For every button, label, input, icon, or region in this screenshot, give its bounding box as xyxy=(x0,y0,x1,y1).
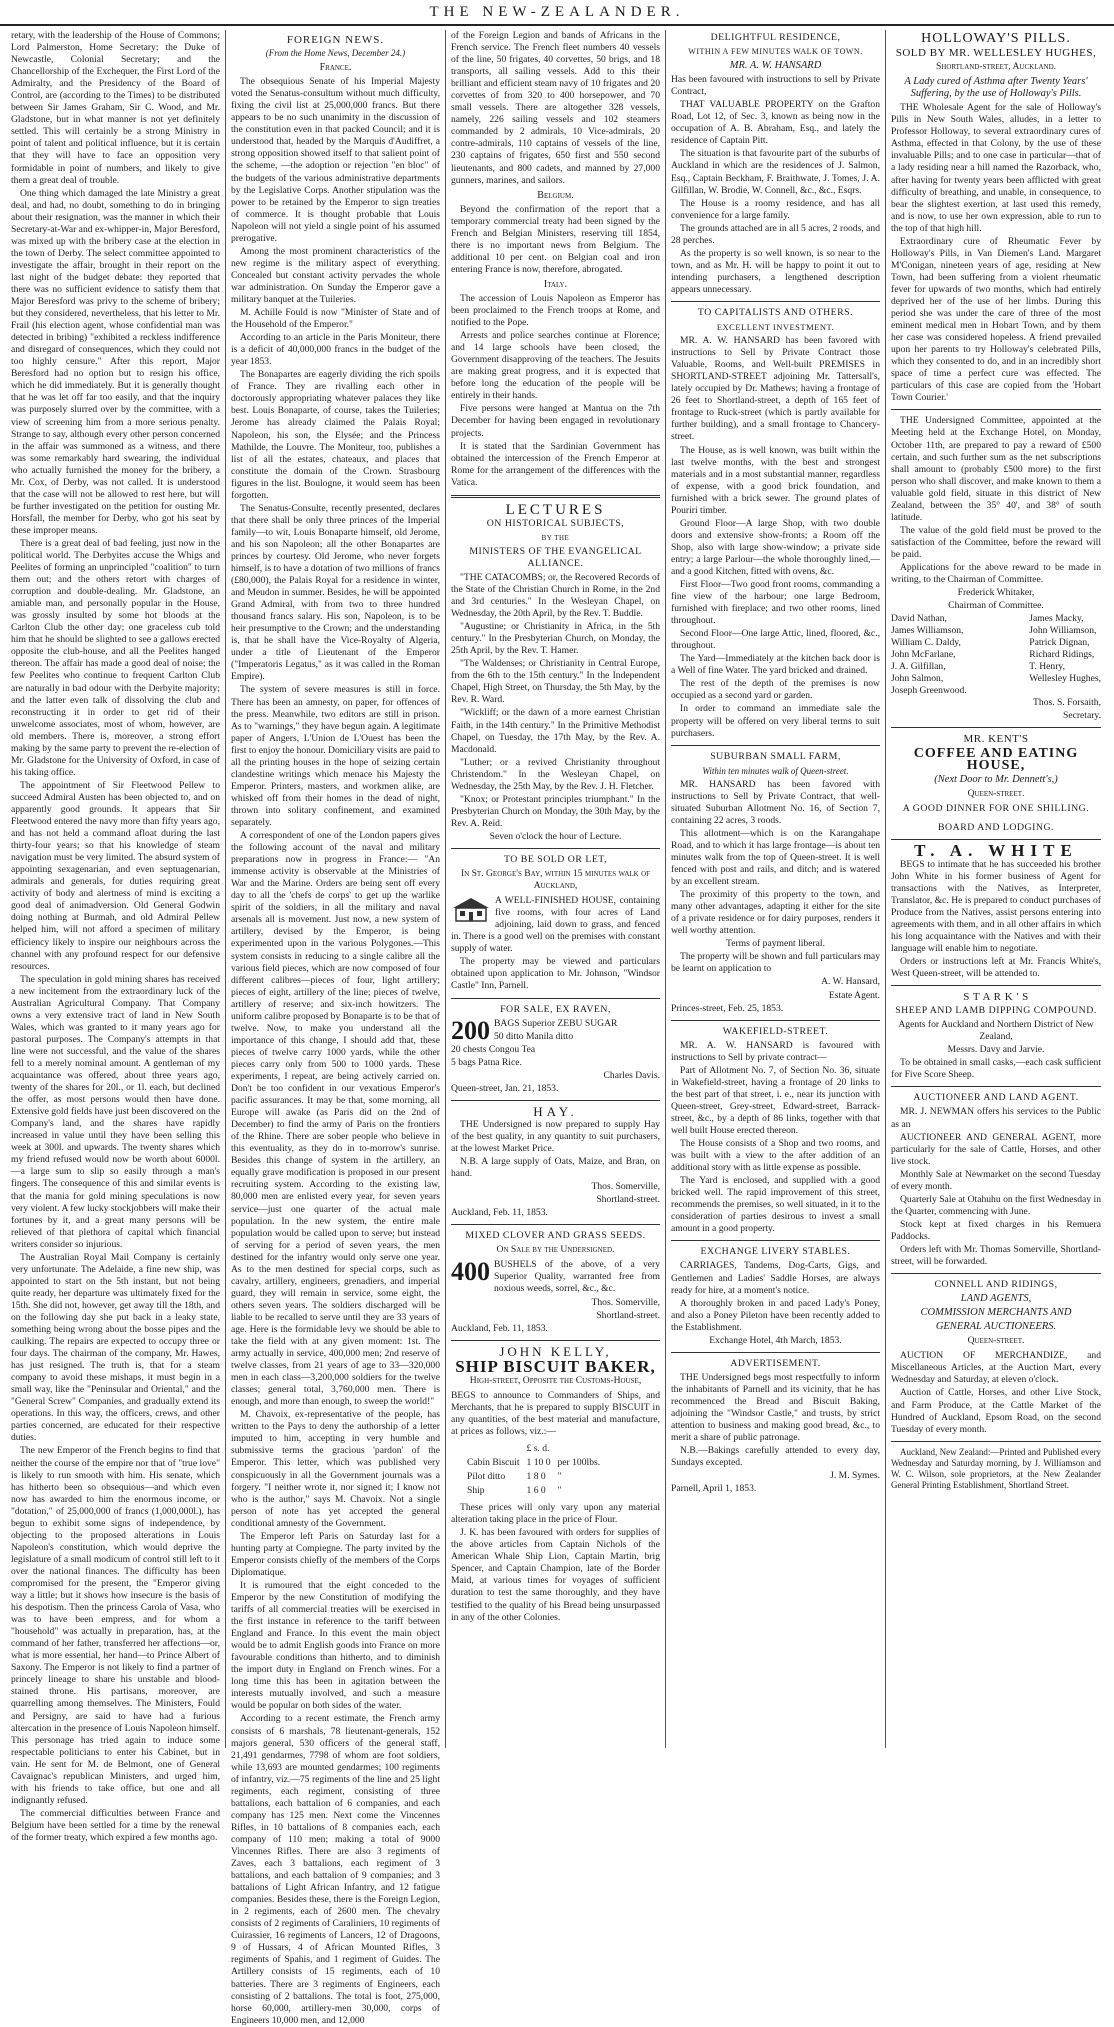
newman-body: Monthly Sale at Newmarket on the second Tuesday of every month. xyxy=(891,1168,1101,1192)
farm-title: SUBURBAN SMALL FARM, xyxy=(710,750,841,762)
committee-member: Joseph Greenwood. xyxy=(891,685,967,697)
masthead: THE NEW-ZEALANDER. xyxy=(0,0,1114,26)
article-paragraph: Beyond the confirmation of the report that a temporary commercial treaty had been signed by the French and Belgian Ministers, reserving till 1854, there is no important news from Belgium. The additional 10 per cent. on Belgian coal and iron entering France is now, therefore, abrogated. xyxy=(451,203,660,275)
raven-title: FOR SALE, EX RAVEN, xyxy=(500,1003,611,1015)
kelly-address: High-street, Opposite the Customs-House, xyxy=(469,1374,642,1386)
lectures-title: LECTURES xyxy=(505,501,606,518)
kent-sub: (Next Door to Mr. Dennett's,) xyxy=(934,774,1058,786)
newman-body: MR. J. NEWMAN offers his services to the Public as an xyxy=(891,1106,1101,1130)
column-5 xyxy=(886,30,1106,1748)
divider xyxy=(451,998,660,999)
farm-advert xyxy=(671,751,880,1015)
article-paragraph: Among the most prominent characteristics of the new regime is the military aspect of everything. Concealed but constant activity pervades the whole war administration. On Sunday the Emperor gave a military banquet at the Tuileries. xyxy=(231,245,440,305)
divider xyxy=(891,839,1101,840)
residence-title: DELIGHTFUL RESIDENCE, xyxy=(710,32,841,43)
article-paragraph: The system of severe measures is still in force. There has been an amnesty, on paper, for offences of the press. Meanwhile, two editors are still in prison. As to "warnings," they have begun again. A legitimate paper of Angers, L'Union de L'Ouest has been the first to enjoy the honour. Domiciliary visits are paid to all the printing houses in the hope of seizing certain clandestine writings which menace his Majesty the Emperor. Printers, masters, and workmen alike, are whisked off from their homes in the dead of night, thrown into solitary confinement, and examined separately. xyxy=(231,684,440,828)
reward-secretary: Thos. S. Forsaith, xyxy=(1033,697,1101,709)
newman-body: Stock kept at fixed charges in his Remuera Paddocks. xyxy=(891,1218,1101,1242)
clover-advert xyxy=(451,1230,660,1334)
reward-chairman-title: Chairman of Committee. xyxy=(948,600,1044,612)
column-4 xyxy=(666,30,886,1748)
stark-body: Agents for Auckland and Northern District of New Zealand, xyxy=(898,1019,1094,1043)
clover-title: MIXED CLOVER AND GRASS SEEDS. xyxy=(465,1230,646,1242)
divider xyxy=(671,1352,880,1353)
kent-title: MR. KENT'S xyxy=(963,733,1029,746)
connell-advert xyxy=(891,1279,1101,1436)
capitalists-body: In order to command an immediate sale the property will be offered on very liberal terms to suit purchasers. xyxy=(671,703,880,739)
kelly-body: J. K. has been favoured with orders for supplies of the above articles from Captain Nichols of the American Whale Ship Lion, Captain Martin, brig Spencer, and Captain Champion, late of the Border Maid, at various times for voyages of sufficient duration to test the same thoroughly, and they have testified to the quality of his Bread being unsurpassed in any of the other Colonies. xyxy=(451,1527,660,1623)
lecture-item: "Luther; or a revived Christianity throughout Christendom." In the Wesleyan Chapel, on Wednesday, the 25th May, by the Rev. J. H. Fletcher. xyxy=(451,756,660,792)
holloway-tagline: A Lady cured of Asthma after Twenty Years' Suffering, by the use of Holloway's Pills. xyxy=(904,76,1088,100)
divider xyxy=(891,1086,1101,1087)
white-title: T. A. WHITE xyxy=(914,840,1078,860)
livery-body: CARRIAGES, Tandems, Dog-Carts, Gigs, and Gentlemen and Ladies' Saddle Horses, are always ready for hire, at a moment's notice. xyxy=(671,1260,880,1296)
reward-secretary-title: Secretary. xyxy=(1063,710,1101,722)
reward-body: THE Undersigned Committee, appointed at the Meeting held at the Exchange Hotel, on Monday, October 11th, are prepared to pay a reward of £500 certain, and such further sum as the net subscriptions shall amount to (probably £500 more) to the first person who shall discover, and make known to them a valuable gold field, situate in this district of New Zealand, between the 35° 40', and 38° of south latitude. xyxy=(891,415,1101,523)
article-paragraph: It is stated that the Sardinian Government has obtained the intercession of the French Emperor at Rome for the arrangement of the differences with the Vatica. xyxy=(451,440,660,488)
connell-body: AUCTION OF MERCHANDIZE, and Miscellaneous Articles, at the Auction Mart, every Wednesday and Saturday, at eleven o'clock. xyxy=(891,1350,1101,1386)
lectures-closing: Seven o'clock the hour of Lecture. xyxy=(489,830,622,842)
lecture-item: "Augustine; or Christianity in Africa, in the 5th century." In the Presbyterian Church, on Monday, the 25th April, by the Rev. T. Hamer. xyxy=(451,621,660,657)
committee-member: Wellesley Hughes, xyxy=(1029,673,1101,685)
holloway-body: THE Wholesale Agent for the sale of Holloway's Pills in New South Wales, alludes, in a letter to Professor Holloway, to several extraordinary cures of Asthma, effected in that Colony, by the use of these invaluable Pills; and to one case in particular—that of a lady residing near a hill named the Razorback, who, after having for twenty years been afflicted with great difficulty of breathing, and unable, in consequence, to bear the slightest exertion, at last used this remedy, and is now, to use her own expression, able to run to the top of that high hill. xyxy=(891,102,1101,234)
article-paragraph: The commercial difficulties between France and Belgium have been settled for a time by the renewal of the former treaty, which expired a few months ago. xyxy=(11,1807,220,1843)
farm-body: MR. HANSARD has been favored with instructions to Sell by Private Contract, that well-situated Suburban Allotment No. 16, of Section 7, containing 22 acres, 3 roods. xyxy=(671,778,880,826)
capitalists-advert xyxy=(671,307,880,740)
divider xyxy=(891,1441,1101,1442)
hay-nb: N.B. A large supply of Oats, Maize, and Bran, on hand. xyxy=(451,1156,660,1180)
committee-member: John McFarlane, xyxy=(891,649,956,661)
house-sale-location: In St. George's Bay, within 15 minutes walk of Auckland, xyxy=(460,868,651,892)
newman-body: Quarterly Sale at Otahuhu on the first Wednesday in the Quarter, commencing with June. xyxy=(891,1193,1101,1217)
hay-signer: Thos. Somerville, xyxy=(591,1181,660,1193)
raven-line: 20 chests Congou Tea xyxy=(451,1043,536,1055)
wakefield-body: The Yard is enclosed, and supplied with a good bricked well. The rapid improvement of this street, recommends the premises, so well situated, in it to the consideration of parties desirous to invest a small amount in a good property. xyxy=(671,1175,880,1235)
column-2 xyxy=(226,30,446,2026)
article-paragraph: There is a great deal of bad feeling, just now in the political world. The Derbyites accuse the Whigs and Peelites of forming an unprincipled "coalition" to turn them out; and the others retort with charges of corruption and double-dealing. Mr. Gladstone, an amiable man, and personally popular in the House, was grossly insulted by some hot bloods at the Carlton Club the other day; one graceless cub told him that he should be slighted to see a gallows erected opposite the club-house, and all the Peelites hanged thereon. The affair has made a good deal of noise; the few Peelites who continue to frequent Carlton Club are naturally in bad odour with the Derbyite majority; and the latter even talk of dissolving the club and reconstructing it in order to get rid of their unwelcome associates, most of whom, however, are old members. There is, moreover, a strong effort making by the same party to prevent the re-election of Mr. Gladstone for the University of Oxford, in case of his taking office. xyxy=(11,537,220,778)
raven-quantity: 200 xyxy=(451,1015,490,1045)
article-paragraph: The obsequious Senate of his Imperial Majesty voted the Senatus-consultum without much difficulty, fixing the civil list at 25,000,000 francs. But there appears to be no such unanimity in the discussion of the constitution even in that packed Council; and it is understood that, headed by the Marquis d'Audiffret, a strong opposition showed itself to that salient point of the scheme, —the adoption or rejection "en bloc" of the budgets of the various administrative departments by the Legislative Corps. Another stipulation was the power to be retained by the Emperor to sign treaties of commerce. It is thought probable that Louis Napoleon will not yield a single point of his assumed prerogative. xyxy=(231,76,440,244)
article-paragraph: According to a recent estimate, the French army consists of 6 marshals, 78 lieutenant-generals, 152 majors general, 530 officers of the general staff, 21,491 gendarmes, 7798 of whom are foot soldiers, while 13,693 are mounted gendarmes; 100 regiments of infantry, viz.—75 regiments of the line and 25 light regiments, each regiment, consisting of three battalions, each battalion of 6 companies, and each company has 125 men. Next come the Vincennes Rifles, in 10 battalions of 8 companies each, each company of 110 men; making a total of 9000 Vincennes Rifles. There are also 3 regiments of Zaves, each 3 battalions, each regiment of 3 battalions, and each battalion of 9 companies; and 3 battalions of Light African Infantry, and 12 fatigue companies. Besides these, there is the Foreign Legion, in 2 regiments, each of 2600 men. The chevalry consists of 2 regiments of Caraliniers, 10 regiments of Cuirassier, 16 regiments of Lancers, 12 of Dragoons, 9 of Hussars, 4 of African Mounted Rifles, 3 regiments of Spahis, and 1 regiment of Guides. The Artillery consists of 15 regiments, each of 10 batteries. There are 3 regiments of Engineers, each consisting of 2 battalions. The total is foot, 275,000, horse 60,000, artillery-men 30,000, corps of Engineers 10,000 men, and 12,000 xyxy=(231,1713,440,2026)
capitalists-body: Ground Floor—A large Shop, with two double doors and extensive show-fronts; a Room off the Shop, also with large show-window; a private side entry; a large Parlour—the whole thoroughly lined,—and a good Kitchen, fitted with ovens, &c. xyxy=(671,517,880,577)
bakery-date: Parnell, April 1, 1853. xyxy=(671,1483,757,1495)
newman-title: AUCTIONEER AND LAND AGENT. xyxy=(913,1092,1079,1104)
reward-advert xyxy=(891,415,1101,722)
farm-signer: A. W. Hansard, xyxy=(821,976,880,988)
article-paragraph: Arrests and police searches continue at Florence; and 14 large schools have been closed, the Government disapproving of the teachers. The Jesuits are making great progress, and it is expected that before long the education of the people will be entirely in their hands. xyxy=(451,330,660,402)
table-row: Ship 1 6 0 " xyxy=(467,1485,562,1497)
raven-line: BAGS Superior ZEBU SUGAR xyxy=(494,1017,618,1029)
residence-body: The House is a roomy residence, and has all convenience for a large family. xyxy=(671,197,880,221)
capitalists-body: The House, as is well known, was built within the last twelve months, with the best and strongest materials and in a most substantial manner, regardless of expense, with a good brick foundation, and furnished with a brick sewer. The ground plates of Pouriri timber. xyxy=(671,444,880,516)
column-3 xyxy=(446,30,666,1748)
belgium-heading: Belgium. xyxy=(537,189,574,201)
wakefield-body: MR. A. W. HANSARD is favoured with instructions to Sell by private contract— xyxy=(671,1039,880,1063)
residence-auctioneer: MR. A. W. HANSARD xyxy=(729,60,822,72)
connell-title: CONNELL AND RIDINGS, xyxy=(934,1279,1058,1291)
divider xyxy=(451,1340,660,1341)
capitalists-body: Second Floor—One large Attic, lined, floored, &c., throughout. xyxy=(671,628,880,652)
farm-sub: Within ten minutes walk of Queen-street. xyxy=(702,765,849,776)
kelly-trade: SHIP BISCUIT BAKER, xyxy=(455,1356,656,1376)
committee-member: David Nathan, xyxy=(891,613,947,625)
divider xyxy=(451,1100,660,1101)
lecture-item: "The Waldenses; or Christianity in Central Europe, from the 6th to the 15th century." In the Independent Chapel, High Street, on Thursday, the 5th May, by the Rev. R. Ward. xyxy=(451,658,660,706)
farm-body: Terms of payment liberal. xyxy=(726,938,825,950)
connell-body: Auction of Cattle, Horses, and other Live Stock, and Farm Produce, at the Cattle Market of the Hundred of Auckland, Epsom Road, on the second Tuesday of every month. xyxy=(891,1387,1101,1435)
kent-line-2: BOARD AND LODGING. xyxy=(938,821,1054,833)
livery-date: Exchange Hotel, 4th March, 1853. xyxy=(709,1334,842,1346)
table-row: Cabin Biscuit 1 10 0 per 100lbs. xyxy=(467,1457,601,1469)
lecture-item: "Wickliff; or the dawn of a more earnest Christian Faith, in the 14th century." In the Primitive Methodist Chapel, on Tuesday, the 17th May, by the Rev. A. Macdonald. xyxy=(451,707,660,755)
raven-signer: Charles Davis. xyxy=(603,1069,660,1081)
article-paragraph: The appointment of Sir Fleetwood Pellew to succeed Admiral Austen has been objected to, and on apparently good grounds. It appears that Sir Fleetwood entered the navy more than fifty years ago, and has not held a command afloat during the last thirty-four years; so that his knowledge of steam navigation must be very limited. The absurd system of appointing sexagenarian, and even septuagenarian, admirals and generals, for duties requiring great activity of body and alertness of mind is exciting a good deal of animadversion. Old General Godwin doing nothing at Burmah, and old Admiral Pellew helped him, will not afford a specimen of military efficiency likely to inspire our neighbours across the channel with any profound respect for our defensive resources. xyxy=(11,779,220,972)
capitalists-body: MR. A. W. HANSARD has been favored with instructions to Sell by Private Contract those Valuable, Rooms, and Well-built PREMISES in SHORTLAND-STREET adjoining Mr. Tattersall's, lately occupied by Dr. Mathews; having a frontage of 26 feet to Shortland-street, a depth of 165 feet of frontage to Ruck-street (which is partly available for further building), and a small frontage to Chancery-street. xyxy=(671,335,880,443)
capitalists-body: The rest of the depth of the premises is now occupied as a second yard or garden. xyxy=(671,678,880,702)
hay-advert xyxy=(451,1103,660,1219)
newman-advert xyxy=(891,1092,1101,1268)
committee-member: James Williamson, xyxy=(891,625,964,637)
bakery-body: THE Undersigned begs most respectfully to inform the inhabitants of Parnell and its vicinity, that he has recommenced the Bread and Biscuit Baking, adjoining the "Windsor Castle," and trusts, by strict attention to business and making good bread, &c., to merit a share of public patronage. xyxy=(671,1371,880,1444)
table-row: £ s. d. xyxy=(526,1442,550,1454)
white-advert xyxy=(891,840,1101,981)
house-sale-advert xyxy=(451,854,660,993)
lectures-subtitle: ON HISTORICAL SUBJECTS, xyxy=(486,517,625,529)
farm-body: The proximity of this property to the town, and many other advantages, adapting it either for the site of a private residence or for dairy purposes, renders it well worthy attention. xyxy=(671,889,880,937)
article-paragraph: M. Achille Fould is now "Minister of State and of the Household of the Emperor." xyxy=(231,307,440,331)
article-paragraph: It is rumoured that the eight conceded to the Emperor by the new Constitution of modifying the tariffs of all commercial treaties will be exercised in the first instance in reference to the tariff between England and France. In this event the main object would be to admit English goods into France on more favourable conditions than hitherto, and to diminish the import duty in England on French wines. For a long time this has been in agitation between the interests mutually involved, and such a measure would be popular on both sides of the water. xyxy=(231,1579,440,1712)
house-sale-body: The property may be viewed and particulars obtained upon application to Mr. Johnson, "Windsor Castle" Inn, Parnell. xyxy=(451,956,660,992)
livery-title: EXCHANGE LIVERY STABLES. xyxy=(700,1246,851,1258)
divider xyxy=(451,1224,660,1225)
kent-title-2: COFFEE AND EATING HOUSE, xyxy=(913,746,1079,774)
kent-advert xyxy=(891,733,1101,833)
foreign-news-source: (From the Home News, December 24.) xyxy=(265,48,406,59)
hay-date: Auckland, Feb. 11, 1853. xyxy=(451,1207,548,1219)
clover-signer: Thos. Somerville, xyxy=(591,1296,660,1308)
lectures-by: BY THE xyxy=(541,533,570,542)
connell-sub-2: COMMISSION MERCHANTS AND xyxy=(920,1307,1072,1319)
article-paragraph: According to an article in the Paris Moniteur, there is a deficit of 40,000,000 francs in the budget of the year 1853. xyxy=(231,332,440,368)
bakery-signer: J. M. Symes. xyxy=(830,1470,880,1482)
capitalists-body: The Yard—Immediately at the kitchen back door is a Well of fine Water. The yard bricked and drained. xyxy=(671,653,880,677)
biscuit-price-table xyxy=(465,1441,607,1499)
bakery-title: ADVERTISEMENT. xyxy=(730,1357,821,1369)
wakefield-title: WAKEFIELD-STREET. xyxy=(722,1025,829,1037)
residence-advert xyxy=(671,32,880,296)
divider xyxy=(451,495,660,498)
committee-member: Patrick Dignan, xyxy=(1029,637,1090,649)
white-body: Orders or instructions left at Mr. Francis White's, West Queen-street, will be attended to. xyxy=(891,956,1101,980)
article-paragraph: The Bonapartes are eagerly dividing the rich spoils of France. They are rivalling each other in doctorously appropriating whatever palaces they like best. Louis Bonaparte, of course, takes the Tuileries; Jerome has already claimed the Palais Royal; Napoleon, his son, the Elysée; and the Princess Mathilde, the Louvre. The Moniteur, too, publishes a list of all the estates, chateaux, and places that constitute the domain of the Crown. Strasbourg figures in the list. Boulogne, it would seem has been forgotten. xyxy=(231,369,440,501)
printer-imprint: Auckland, New Zealand:—Printed and Published every Wednesday and Saturday morning, by J. Williamson and W. C. Wilson, sole proprietors, at the New Zealander General Printing Establishment, Shortland Street. xyxy=(891,1446,1101,1490)
connell-sub-3: GENERAL AUCTIONEERS. xyxy=(935,1321,1057,1333)
capitalists-title: TO CAPITALISTS AND OTHERS. xyxy=(697,306,854,318)
raven-line: 50 ditto Manila ditto xyxy=(494,1030,574,1042)
clover-quantity: 400 xyxy=(451,1257,490,1287)
stark-agents: Messrs. Davy and Jarvie. xyxy=(947,1044,1045,1056)
committee-member: John Williamson, xyxy=(1029,625,1097,637)
committee-names-left xyxy=(891,613,967,697)
committee-member: John Salmon, xyxy=(891,673,944,685)
clover-body: BUSHELS of the above, of a very Superior Quality, warranted free from noxious weeds, sorrel, &c., &c. xyxy=(494,1259,660,1295)
residence-body: The grounds attached are in all 5 acres, 2 roods, and 28 perches. xyxy=(671,222,880,246)
farm-date: Princes-street, Feb. 25, 1853. xyxy=(671,1002,784,1014)
article-paragraph: The accession of Louis Napoleon as Emperor has been proclaimed to the French troops at Rome, and notified to the Pope. xyxy=(451,292,660,329)
article-paragraph: The new Emperor of the French begins to find that neither the course of the empire nor that of "true love" is likely to run smooth with him. His senate, which has hitherto been so obsequious—and which even now has awarded to him the enormous income, or "dotation," of 25,000,000 of francs (1,000,000l.), has begun to exhibit some signs of independence, by objecting to the proposed alterations in Louis Napoleon's constitution, which would deprive the legislature of a small modicum of control still left to it over the national finances. The difficulty has been compromised for the present, the "Emperor giving way a little; but it shows how insecure is the basis of his despotism. Then the princess Carola of Vasa, who was to have been empress, and for whom a "household" was actually in preparation, has, at the command of her father, transferred her affections—or, what is more essential, her hand—to Prince Albert of Saxony. The Emperor is not likely to find a partner of princely lineage to share his unstable and blood-stained throne. His partisans, moreover, are quarrelling among themselves. The Ministers, Fould and Persigny, are said to have had a furious altercation in the presence of Louis Napoleon himself. This personage has tried again to induce some respectable politicians to enter his Cabinet, but in vain. He sent for M. de Belmont, one of General Cavaignac's republican Ministers, and urged him, with his friends to take office, but one and all indignantly refused. xyxy=(11,1445,220,1806)
bakery-advert xyxy=(671,1358,880,1496)
holloway-title: HOLLOWAY'S PILLS. xyxy=(921,31,1071,46)
committee-member: J. A. Gilfillan, xyxy=(891,661,946,673)
hay-title: HAY. xyxy=(533,1103,578,1119)
farm-signer-title: Estate Agent. xyxy=(828,989,880,1001)
livery-body: A thoroughly broken in and paced Lady's Poney, and also a Poney Pileton have been recently added to the Establishment. xyxy=(671,1297,880,1333)
kelly-body: BEGS to announce to Commanders of Ships, and Merchants, that he is prepared to supply BISCUIT in any quantities, of the best material and manufacture, at prices as follows, viz.:— xyxy=(451,1389,660,1437)
holloway-advert xyxy=(891,33,1101,404)
article-paragraph: The Australian Royal Mail Company is certainly very unfortunate. The Adelaide, a fine new ship, was appointed to start on the 5th instant, but not being quite ready, her departure was ultimately fixed for the 15th. She did not, however, get away till the 18th, and on the following day she put back in a leaky state, something being wrong about the bosse pipes and the caulking. The repairs are expected to occupy three or four days. The chairman of the company, Mr. Hawes, has just resigned. The truth is, that for a steam company to avoid these mishaps, it must begin in a small way, like the "Peninsular and Oriental," and the "General Screw" Companies, and gradually extend its operations. In this way, the officers, crews, and other parties concerned, are educated for their respective duties. xyxy=(11,1251,220,1444)
reward-body: The value of the gold field must be proved to the satisfaction of the Committee, before the reward will be paid. xyxy=(891,524,1101,560)
lectures-ministers: MINISTERS OF THE EVANGELICAL ALLIANCE. xyxy=(469,545,642,569)
france-heading: France. xyxy=(319,62,352,74)
wakefield-body: The House consists of a Shop and two rooms, and was built with a view to the after addition of an additional story with as little expense as possible. xyxy=(671,1138,880,1174)
kelly-body: These prices will only vary upon any material alteration taking place in the price of Flour. xyxy=(451,1502,660,1526)
holloway-sold-by: SOLD BY MR. WELLESLEY HUGHES, xyxy=(895,47,1097,60)
article-paragraph: One thing which damaged the late Ministry a great deal, and had, no doubt, something to do in bringing about their resignation, was the manner in which their Secretary-at-War and ex-whipper-in, Major Beresford, was mixed up with the bribery case at the election in the town of Derby. The select committee appointed to investigate the affair, brought in their report on the last night of the budget debate: they reported that there was no sufficient evidence to satisfy them that Major Beresford was privy to the scheme of bribery; but they considered, nevertheless, that his letter to Mr. Frail (his election agent, whose confidential man was detected in bribing) "exhibited a reckless indifference and disregard of consequences, which they could not too highly censure." After this report, Major Beresford had no option but to resign his office, which he did immediately. But it is generally thought that he was let off far too easily, and that the inquiry was purposely slurred over by the committee, with a view of screening him from a more serious penalty. Strange to say, although every other person concerned in the affair was summoned as a witness, and there was some remarkably hard swearing, the individual who actually furnished the money for the bribery, a Mr. Cox, of Derby, was not called. It is understood that the case will not be allowed to rest here, but will be further investigated on the petition for ousting Mr. Horsfall, the member for Derby, who got his seat by these improper means. xyxy=(11,187,220,536)
house-icon xyxy=(451,896,491,922)
bakery-body: N.B.—Bakings carefully attended to every day, Sundays excepted. xyxy=(671,1445,880,1469)
article-paragraph: retary, with the leadership of the House of Commons; Lord Palmerston, Home Secretary; the Duke of Newcastle, Colonial Secretary; and the Chancellorship of the Exchequer, the First Lord of the Admiralty, and the Presidency of the Board of Control, are (according to the Times) to be distributed between Sir James Graham, Sir C. Wood, and Mr. Gladstone, but in what manner is not yet definitely settled. This will certainly be a strong Ministry in point of talent and political influence, but it is certain that they will have to face an opposition very formidable in point of numbers, and likely to give them a great deal of trouble. xyxy=(11,30,220,186)
holloway-body: Extraordinary cure of Rheumatic Fever by Holloway's Pills, in Van Diemen's Land. Margaret M'Conigan, nineteen years of age, residing at New Town, had been suffering from a violent rheumatic fever for upwards of two months, which had entirely deprived her of the use of her limbs. During this period she was under the care of three of the most eminent medical men in Hobart Town, and by them her case was considered hopeless. A friend prevailed upon her parents to try Holloway's celebrated Pills, which they consented to do, and in an incredibly short space of time a perfect cure was effected. The particulars of this case are copied from the 'Hobart Town Courier.' xyxy=(891,235,1101,404)
connell-street: Queen-street. xyxy=(967,1335,1025,1347)
article-paragraph: Five persons were hanged at Mantua on the 7th December for having been engaged in revolutionary projects. xyxy=(451,403,660,439)
article-paragraph: A correspondent of one of the London papers gives the following account of the naval and military preparations now in progress in France:— "An immense activity is observable at the Ministries of War and the Marine. Orders are being sent off every day to all the 'chefs de corps' to get up the warlike spirit of the soldiers, in all the military and naval arsenals all is movement. Just now, a new system of artillery, devised by the Emperor, is being experimented upon in the various Polygones.—This system consists in reducing to a single calibre all the various field pieces, which are now composed of four different calibres—pieces of four, light artillery; pieces of eight, artillery of the line; pieces of twelve, artillery of reserve; and six-inch howitzers. The uniform calibre proposed by Bonaparte is to be that of twelve. Now, to make you understand all the importance of this change, I should add that, these pieces of twelve carry 1000 yards, while the other pieces carry only from 500 to 1000 yards. These experiments, I repeat, are being actively carried on. Don't be too confident in our vexatious Emperor's pacific assurances. It may be that, some morning, all Europe will awake (as Paris did on the 2nd of December) to find the army of Paris on the frontiers of the Rhine. There are sober people who believe in this eventuality, as they do in to-morrow's sunrise. Besides this change of system in the artillery, an equally grave modification is proposed in our present recruiting system. According to the existing law, 80,000 men are enlisted every year, for seven years service—just one quarter of the actual male population. In the new system, the entire male population would be called upon to serve; but instead of serving for a period of seven years, the men destined for the infantry would only serve one year. As to the men destined for special corps, such as cavalry, artillery, engineers, grenadiers, and imperial guard, they will remain in service, some eight, the others seven years. The soldiers discharged will be liable to be recalled to serve until they are 33 years of age. Here is the formidable levy we should be able to take the field with at any given moment: 1st. The army actually in service, 400,000 men; 2nd reserve of twelve classes, from 21 years of age to 33—320,000 men in each class—3,200,000 soldiers for the twelve classes; general total, 3,760,000 men. There is enough, and more than enough, to sweep the world!" xyxy=(231,830,440,1408)
white-body: BEGS to intimate that he has succeeded his brother John White in his former business of Agent for transactions with the Natives, as Interpreter, Translator, &c. He is prepared to conduct purchases of Produce from the Natives, assist persons entering into agreements with them, and in all other affairs in which his long acquaintance with the Natives and with their language will enable him to negotiate. xyxy=(891,858,1101,954)
newman-body: Orders left with Mr. Thomas Somerville, Shortland-street, will be forwarded. xyxy=(891,1243,1101,1268)
wakefield-advert xyxy=(671,1026,880,1236)
article-paragraph: The speculation in gold mining shares has received a new incitement from the extraordinary luck of the Australian Agricultural Company. That Company owns a very extensive tract of land in New South Wales, which was granted to it many years ago for pastoral purposes. The Company's attempts in that line were not successful, and the value of the shares fell to a merely nominal amount. A gentleman of my acquaintance was offered, about three years ago, twenty of the shares for 20l., or 1l. each, but declined the offer, as most persons would then have done. Extensive gold fields have just been discovered on the Company's land, and the shares have rapidly increased in value until they have been selling this week at 300l. and upwards. The twenty shares which my friend refused would now be worth about 6000l.—a large sum to slip so easily through a man's fingers. The consequence of this and similar events is that the mania for gold mining speculations is now very violent. A few lucky stockjobbers will make their fortunes by it, and a great many persons will be relieved of that plethora of capital which financial writers consider so injurious. xyxy=(11,973,220,1250)
residence-body: THAT VALUABLE PROPERTY on the Grafton Road, Lot 12, of Sec. 3, known as being now in the occupation of A. B. Abraham, Esq., and lately the residence of Captain Pitt. xyxy=(671,99,880,147)
divider xyxy=(891,409,1101,410)
divider xyxy=(671,301,880,302)
clover-sub: On Sale by the Undersigned. xyxy=(496,1244,615,1256)
kelly-name: JOHN KELLY, xyxy=(499,1343,612,1359)
article-paragraph: M. Chavoix, ex-representative of the people, has written to the Pays to deny the authorship of a letter imputed to him, accepting in very humble and submissive terms the gracious 'pardon' of the Emperor. This letter, which was published very conspicuously in all the Government journals was a forgery. "I neither wrote it, nor signed it; I know not who is the author," says M. Chavoix. Not a single person of note has yet accepted the general conditional amnesty of the Government. xyxy=(231,1409,440,1529)
committee-member: William C. Daldy, xyxy=(891,637,961,649)
foreign-news-heading: FOREIGN NEWS. xyxy=(286,34,385,46)
divider xyxy=(891,727,1101,728)
house-sale-body: A WELL-FINISHED HOUSE, containing five rooms, with four acres of Land adjoining, laid down to grass, and fenced in. There is a good well on the premises with constant supply of water. xyxy=(451,895,660,955)
divider xyxy=(671,745,880,746)
columns xyxy=(6,30,1108,2026)
committee-member: James Macky, xyxy=(1029,613,1084,625)
divider xyxy=(891,985,1101,986)
lectures-advert xyxy=(451,501,660,843)
connell-sub-1: LAND AGENTS, xyxy=(960,1293,1032,1305)
divider xyxy=(671,1020,880,1021)
raven-advert xyxy=(451,1004,660,1095)
lecture-item: "THE CATACOMBS; or, the Recovered Records of the State of the Christian Church in Rome, in the 2nd and 3rd centuries." In the Wesleyan Chapel, on Wednesday, the 20th April, by the Rev. T. Buddle. xyxy=(451,571,660,620)
hay-body: THE Undersigned is now prepared to supply Hay of the best quality, in any quantity to suit purchasers, at the lowest Market Price. xyxy=(451,1118,660,1154)
reward-body: Applications for the above reward to be made in writing, to the Chairman of Committee. xyxy=(891,561,1101,586)
reward-chairman: Frederick Whitaker, xyxy=(957,587,1035,599)
table-row: Pilot ditto 1 8 0 " xyxy=(467,1471,562,1483)
kelly-advert xyxy=(451,1343,660,1624)
clover-signer-street: Shortland-street. xyxy=(596,1309,660,1321)
residence-body: As the property is so well known, is so near to the town, and as Mr. H. will be happy to point it out to intending purchasers, a lengthened description appears unnecessary. xyxy=(671,247,880,295)
divider xyxy=(451,848,660,849)
hay-signer-street: Shortland-street. xyxy=(596,1194,660,1206)
stark-body: To be obtained in small casks,—each cask sufficient for Five Score Sheep. xyxy=(891,1057,1101,1081)
stark-title: S T A R K ' S xyxy=(963,991,1029,1004)
article-paragraph: of the Foreign Legion and bands of Africans in the French service. The French fleet numbers 40 vessels of the line, 50 frigates, 40 corvettes, 50 brigs, and 18 transports, all sailing vessels. Add to this their brilliant and efficient steam navy of 10 frigates and 20 corvettes of from 320 to 400 horsepower, and 70 small vessels. There are altogether 328 vessels, namely, 226 sailing vessels and 102 steamers commanded by 2 admirals, 10 Vice-admirals, 20 contre-admirals, 110 captains of vessels of the line, 230 captains of frigates, 650 first and 550 second lieutenants, and 800 cadets, and manned by 27,000 gunners, marines, and sailors. xyxy=(451,30,660,186)
holloway-street: Shortland-street, Auckland. xyxy=(935,61,1057,73)
divider xyxy=(671,1240,880,1241)
kent-street: Queen-street. xyxy=(967,788,1025,800)
raven-line: 5 bags Patna Rice. xyxy=(451,1056,522,1068)
wakefield-body: Part of Allotment No. 7, of Section No. 36, situate in Wakefield-street, having a frontage of 20 links to the best part of that street, i. e., near its junction with Queen-street, Grey-street, Edward-street, Barrack-street, &c., by a depth of 86 links, together with that well built House erected thereon. xyxy=(671,1064,880,1136)
article-paragraph: The Emperor left Paris on Saturday last for a hunting party at Compiegne. The party invited by the Emperor consists chiefly of the members of the Corps Diplomatique. xyxy=(231,1530,440,1578)
stark-title-2: SHEEP AND LAMB DIPPING COMPOUND. xyxy=(895,1005,1097,1017)
residence-intro: Has been favoured with instructions to sell by Private Contract, xyxy=(671,74,880,98)
clover-date: Auckland, Feb. 11, 1853. xyxy=(451,1322,548,1334)
capitalists-sub: EXCELLENT INVESTMENT. xyxy=(716,322,835,333)
farm-body: This allotment—which is on the Karangahape Road, and to which it has large frontage—is about ten minutes walk from the top of Queen-street. It is well fenced with post and rails, and ditch; and is watered by an excellent stream. xyxy=(671,827,880,888)
residence-sub: WITHIN A FEW MINUTES WALK OF TOWN. xyxy=(688,47,863,57)
stark-advert xyxy=(891,991,1101,1081)
newman-body: AUCTIONEER AND GENERAL AGENT, more particularly for the sale of Cattle, Horses, and other live stock. xyxy=(891,1131,1101,1167)
residence-body: The situation is that favourite part of the suburbs of Auckland in which are the residences of J. Salmon, Esq., Captain Beckham, F. Braithwate, J. Tomes, J. A. Gilfillan, W. Brodie, W. Connell, &c., &c., Esqrs. xyxy=(671,148,880,196)
committee-member: Richard Ridings, xyxy=(1029,649,1095,661)
divider xyxy=(891,1273,1101,1274)
farm-body: The property will be shown and full particulars may be learnt on application to xyxy=(671,951,880,975)
committee-names xyxy=(891,613,1101,697)
lecture-item: "Knox; or Protestant principles triumphant." In the Presbyterian Church on Monday, the 30th May, by the Rev. A. Reid. xyxy=(451,793,660,829)
column-1 xyxy=(6,30,226,1843)
livery-advert xyxy=(671,1246,880,1346)
house-sale-title: TO BE SOLD OR LET, xyxy=(503,854,608,865)
committee-member: T. Henry, xyxy=(1029,661,1065,673)
capitalists-body: First Floor—Two good front rooms, commanding a fine view of the harbour; one large Bedroom, furnished with fireplace; and two other rooms, lined throughout. xyxy=(671,579,880,627)
committee-names-right xyxy=(1029,613,1101,697)
italy-heading: Italy. xyxy=(543,278,568,290)
article-paragraph: The Senatus-Consulte, recently presented, declares that there shall be only three princes of the Imperial family—to wit, Louis Bonaparte himself, old Jerome, and his son Napoleon; all the other Bonapartes are princes by courtesy. Old Jerome, who never forgets himself, is to have a dotation of two millions of francs (£80,000), the Palais Royal for a residence in winter, and Meudon in summer. Besides, he will be appointed Grand Admiral, with from two to three hundred thousand francs salary. His son, Napoleon, is to be heir presumptive to the Crown; and the understanding is, that he shall have the Vice-Royalty of Algeria, under a title of Lieutenant of the Emperor ("Imperatoris Legatus," as it was called in the Roman Empire). xyxy=(231,502,440,683)
raven-date: Queen-street, Jan. 21, 1853. xyxy=(451,1082,559,1094)
kent-line-1: A GOOD DINNER FOR ONE SHILLING. xyxy=(902,803,1090,815)
